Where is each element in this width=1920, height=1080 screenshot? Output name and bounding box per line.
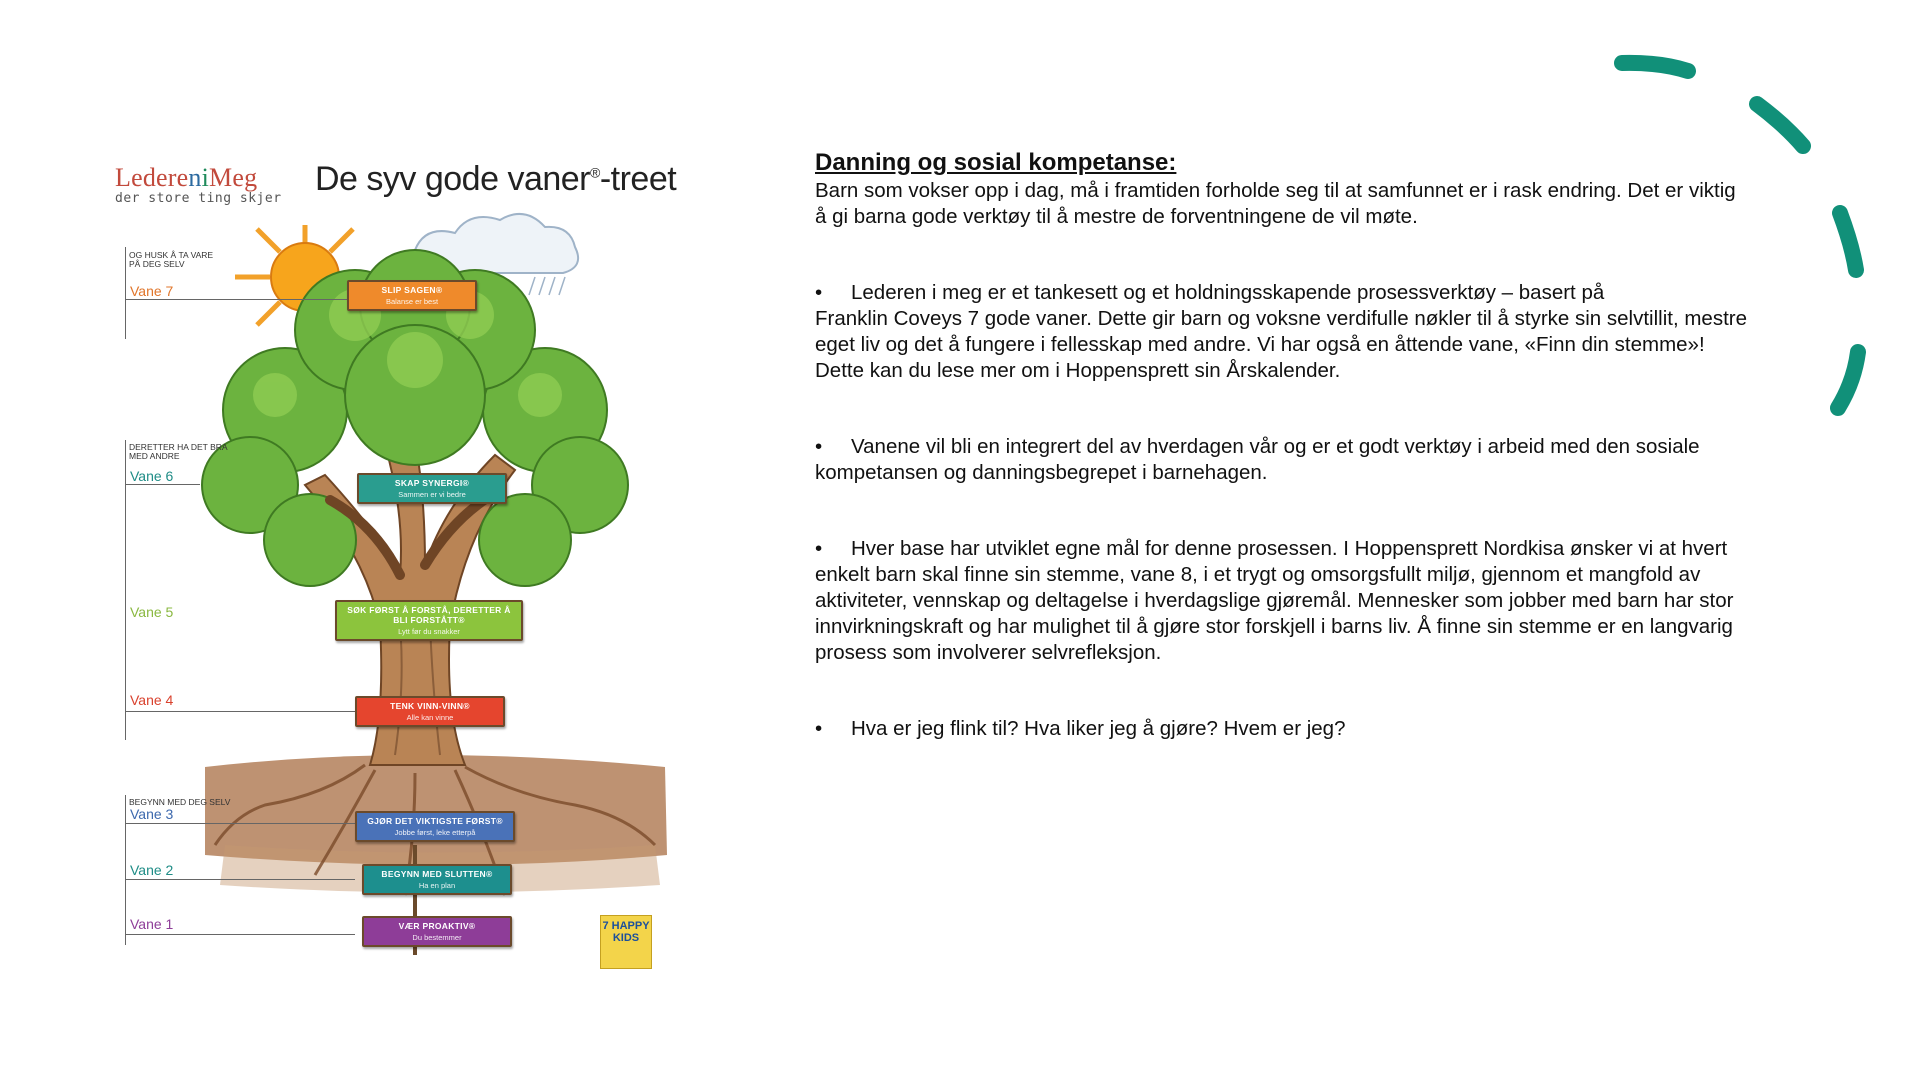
vane-3-label: Vane 3 — [130, 806, 174, 822]
bullet-line: Franklin Coveys 7 gode vaner. Dette gir barn og voksne verdifulle nøkler til å styrke sin selvtillit, mestre — [815, 307, 1747, 330]
bullet-dot: • — [815, 435, 823, 458]
vane-1-label: Vane 1 — [130, 916, 174, 932]
bullet-line: Dette kan du lese mer om i Hoppensprett sin Årskalender. — [815, 359, 1341, 382]
bullet-item — [815, 434, 1830, 486]
habit-3-sign: GJØR DET VIKTIGSTE FØRST® Jobbe først, leke etterpå — [355, 811, 515, 842]
bullet-dot: • — [815, 717, 823, 740]
bullet-line: kompetansen og danningsbegrepet i barnehagen. — [815, 461, 1268, 484]
intro-line: å gi barna gode verktøy til å mestre de forventningene de vil møte. — [815, 205, 1418, 228]
bullet-line: Hva er jeg flink til? Hva liker jeg å gjøre? Hvem er jeg? — [851, 717, 1346, 740]
arc-dash-3 — [1840, 213, 1856, 270]
bullet-line: aktiviteter, vennskap og deltagelse i hverdagslige gjøremål. Mennesker som jobber med barn har stor — [815, 589, 1734, 612]
bullet-line: Vanene vil bli en integrert del av hverdagen vår og er et godt verktøy i arbeid med den sosiale — [851, 435, 1700, 458]
bullet-line: enkelt barn skal finne sin stemme, vane 8, i et trygt og omsorgsfullt miljø, gjennom et mangfold av — [815, 563, 1701, 586]
bullet-dot: • — [815, 537, 823, 560]
bullet-dot: • — [815, 281, 823, 304]
bullet-item — [815, 716, 1830, 742]
leader-in-me-logo: LedereniMeg der store ting skjer — [115, 163, 282, 206]
arc-dash-1 — [1622, 63, 1688, 71]
vane-5-label: Vane 5 — [130, 604, 174, 620]
intro-line: Barn som vokser opp i dag, må i framtiden forholde seg til at samfunnet er i rask endring. Det er viktig — [815, 179, 1736, 202]
poster-title: De syv gode vaner®-treet — [315, 160, 677, 198]
habit-2-sign: BEGYNN MED SLUTTEN® Ha en plan — [362, 864, 512, 895]
bullet-line: Hver base har utviklet egne mål for denne prosessen. I Hoppensprett Nordkisa ønsker vi at hvert — [851, 537, 1728, 560]
vane-7-label: Vane 7 — [130, 283, 174, 299]
arc-dash-2 — [1757, 104, 1803, 146]
tree-illustration — [115, 155, 690, 975]
habit-4-sign: TENK VINN-VINN® Alle kan vinne — [355, 696, 505, 727]
vane-2-label: Vane 2 — [130, 862, 174, 878]
habit-7-sign: SLIP SAGEN® Balanse er best — [347, 280, 477, 311]
bullet-line: eget liv og det å fungere i fellesskap med andre. Vi har også en åttende vane, «Finn din stemme»! — [815, 333, 1705, 356]
section-heading: Danning og sosial kompetanse: — [815, 149, 1177, 176]
section-label: BEGYNN MED DEG SELV — [129, 797, 231, 807]
bullet-line: innvirkningskraft og har mulighet til å gjøre stor forskjell i barns liv. Å finne sin stemme er en langvarig — [815, 615, 1733, 638]
vane-6-label: Vane 6 — [130, 468, 174, 484]
section-label: DERETTER HA DET BRA MED ANDRE — [129, 442, 228, 461]
bullet-item — [815, 280, 1830, 384]
bullet-line: Lederen i meg er et tankesett og et holdningsskapende prosessverktøy – basert på — [851, 281, 1605, 304]
habit-6-sign: SKAP SYNERGI® Sammen er vi bedre — [357, 473, 507, 504]
bullet-line: prosess som involverer selvrefleksjon. — [815, 641, 1162, 664]
seven-habits-tree-poster — [115, 155, 690, 975]
bullet-item — [815, 536, 1830, 666]
habit-5-sign: SØK FØRST Å FORSTÅ, DERETTER Å BLI FORSTÅTT® Lytt før du snakker — [335, 600, 523, 641]
section-label: OG HUSK Å TA VARE PÅ DEG SELV — [129, 250, 214, 269]
text-content — [815, 148, 1830, 742]
habit-1-sign: VÆR PROAKTIV® Du bestemmer — [362, 916, 512, 947]
logo-tagline: der store ting skjer — [115, 191, 282, 206]
vane-4-label: Vane 4 — [130, 692, 174, 708]
happy-kids-book-icon: 7 HAPPY KIDS — [600, 915, 652, 969]
arc-dash-4 — [1838, 352, 1858, 408]
